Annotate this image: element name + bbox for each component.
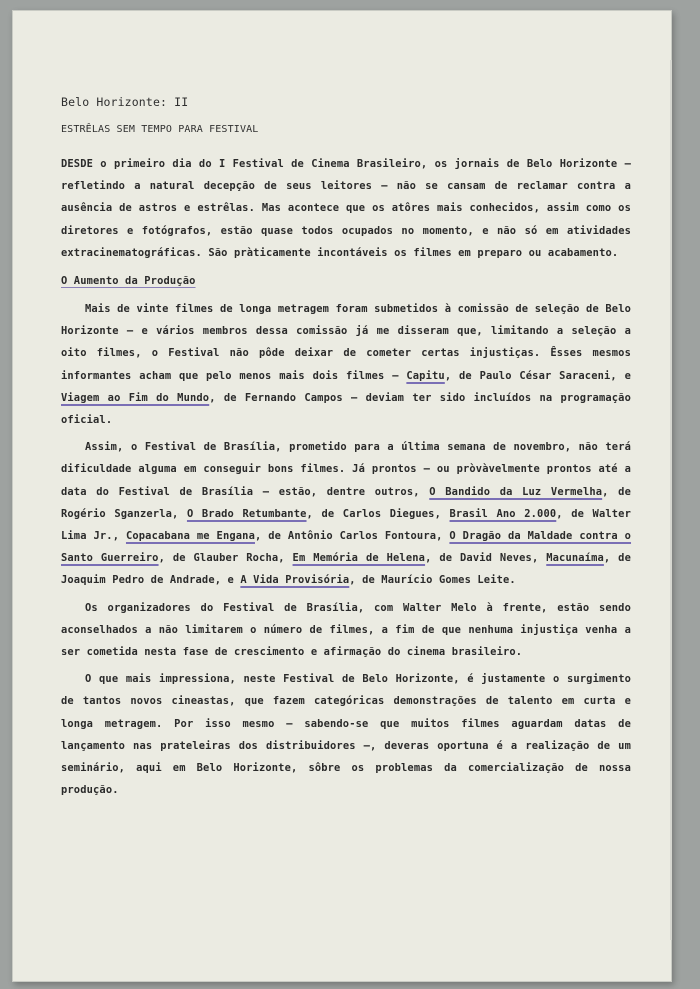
text-segment: , de Antônio Carlos Fontoura, (254, 530, 450, 543)
film-title: Em Memória de Helena (292, 552, 426, 565)
film-title: O Dragão da Maldade contra o Santo Guerreiro (61, 530, 632, 565)
document-body (61, 95, 631, 806)
film-title: O Bandido da Luz Vermelha (429, 485, 603, 498)
paragraph-production (61, 298, 631, 431)
text-segment: , de Glauber Rocha, (158, 552, 293, 565)
film-title: Macunaíma (546, 552, 604, 565)
text-segment: , de Carlos Diegues, (306, 507, 450, 520)
film-title: O Brado Retumbante (186, 507, 307, 520)
text-segment: , de Fernando Campos — deviam ter sido incluídos na programação oficial. (61, 391, 631, 427)
film-title: Brasil Ano 2.000 (449, 507, 557, 520)
text-segment: , de Rogério Sganzerla, (61, 485, 631, 520)
text-segment: , de David Neves, (425, 552, 547, 565)
paragraph-brasilia (61, 436, 631, 591)
typewritten-page (12, 10, 672, 982)
paragraph-seminar: O que mais impressiona, neste Festival de Belo Horizonte, é justamente o surgimento de tantos novos cineastas, que fazem categóricas demonstrações de talento em curta e longa metragem. Por isso mesmo — sabendo-se que muitos filmes aguardam datas de lançamento nas prateleiras dos distribuidores —, deveras oportuna é a realização de um seminário, aqui em Belo Horizonte, sôbre os problemas da comercialização de nossa produção. (61, 673, 631, 797)
film-title: A Vida Provisória (240, 574, 350, 587)
section-title: O Aumento da Produção (61, 275, 196, 288)
text-segment: Assim, o Festival de Brasília, prometido para a última semana de novembro, não terá dificuldade alguma em conseguir bons filmes. Já prontos — ou pròvàvelmente prontos até a data do Festival de Brasília — estão, dentre outros, (61, 441, 631, 498)
article-headline: ESTRÊLAS SEM TEMPO PARA FESTIVAL (61, 124, 259, 135)
text-segment: , de Walter Lima Jr., (61, 507, 631, 543)
paragraph-organizers: Os organizadores do Festival de Brasília, com Walter Melo à frente, estão sendo aconselhados a não limitarem o número de filmes, a fim de que nenhuma injustiça venha a ser cometida nesta fase de crescimento e afirmação do cinema brasileiro. (61, 601, 631, 659)
text-segment: Mais de vinte filmes de longa metragem foram submetidos à comissão de seleção de Belo Horizonte — e vários membros dessa comissão já me disseram que, limitando a seleção a oito filmes, o Festival não pôde deixar de cometer certas injustiças. Êsses mesmos informantes acham que pelo menos mais dois filmes — (61, 303, 631, 382)
text-segment: , de Joaquim Pedro de Andrade, e (61, 552, 631, 587)
text-segment: , de Paulo César Saraceni, e (444, 369, 631, 382)
text-segment: , de Maurício Gomes Leite. (349, 574, 516, 587)
paper-edge (670, 60, 672, 940)
paragraph-intro: DESDE o primeiro dia do I Festival de Cinema Brasileiro, os jornais de Belo Horizonte — refletindo a natural decepção de seus leitores — não se cansam de reclamar contra a ausência de astros e estrêlas. Mas acontece que os atôres mais conhecidos, assim como os diretores e fotógrafos, estão quase todos ocupados no momento, e não só em atividades extracinematográficas. São pràticamente incontáveis os filmes em preparo ou acabamento. (61, 158, 631, 259)
page-heading: Belo Horizonte: II (61, 95, 189, 109)
film-title: Capitu (406, 369, 445, 382)
film-title: Viagem ao Fim do Mundo (61, 391, 210, 404)
film-title: Copacabana me Engana (125, 530, 255, 543)
